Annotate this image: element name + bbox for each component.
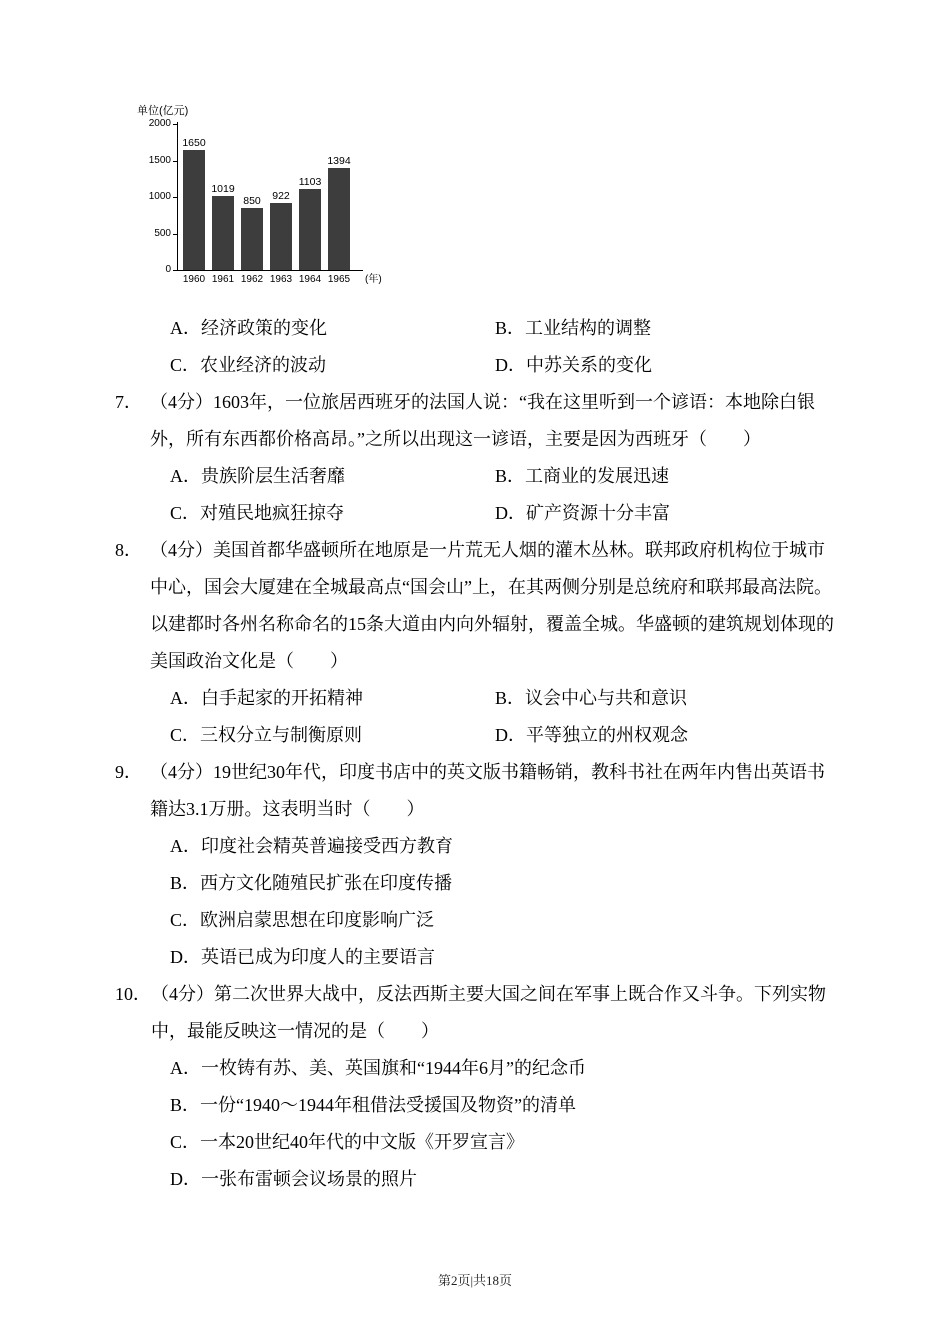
bar-value-label: 850 [243, 194, 261, 207]
question-8-options [170, 680, 839, 754]
x-axis-unit-label: (年) [365, 274, 382, 285]
bar-1961 [212, 196, 234, 270]
x-tick-label: 1965 [327, 274, 351, 285]
question-7 [115, 384, 839, 532]
x-tick-label: 1962 [240, 274, 264, 285]
y-tick-label: 500 [154, 227, 171, 239]
question-9-option-c: C．欧洲启蒙思想在印度影响广泛 [170, 910, 435, 930]
question-7-stem-row [115, 384, 839, 458]
page-content [115, 104, 839, 1198]
question-7-option-b: B．工商业的发展迅速 [495, 466, 670, 486]
question-10-option-d: D．一张布雷顿会议场景的照片 [170, 1169, 417, 1189]
question-9 [115, 754, 839, 976]
question-8-stem: （4分）美国首都华盛顿所在地原是一片荒无人烟的灌木丛林。联邦政府机构位于城市中心，国会大厦建在全城最高点“国会山”上，在其两侧分别是总统府和联邦最高法院。以建都时各州名称命名的15条大道由内向外辐射，覆盖全城。华盛顿的建筑规划体现的美国政治文化是（ ） [150, 540, 834, 671]
question-10-stem-row [115, 976, 839, 1050]
question-8-option-d: D．平等独立的州权观念 [495, 725, 688, 745]
question-7-options [170, 458, 839, 532]
y-axis [177, 122, 178, 271]
question-10-option-b: B．一份“1940～1944年租借法受援国及物资”的清单 [170, 1095, 576, 1115]
chart-unit-label: 单位(亿元) [137, 105, 189, 117]
bar-chart [131, 104, 839, 296]
y-tick-mark [173, 270, 177, 271]
y-tick-label: 1500 [148, 154, 171, 166]
bar-value-label: 922 [272, 189, 290, 202]
question-10-option-a: A．一枚铸有苏、美、英国旗和“1944年6月”的纪念币 [170, 1058, 586, 1078]
y-tick-mark [173, 234, 177, 235]
question-7-option-a: A．贵族阶层生活奢靡 [170, 466, 345, 486]
question-9-option-a: A．印度社会精英普遍接受西方教育 [170, 836, 453, 856]
question-9-option-d: D．英语已成为印度人的主要语言 [170, 947, 435, 967]
question-8-option-c: C．三权分立与制衡原则 [170, 725, 363, 745]
x-tick-label: 1964 [298, 274, 322, 285]
question-8-option-b: B．议会中心与共和意识 [495, 688, 688, 708]
y-tick-mark [173, 197, 177, 198]
question-7-stem: （4分）1603年，一位旅居西班牙的法国人说：“我在这里听到一个谚语：本地除白银外，所有东西都价格高昂。”之所以出现这一谚语，主要是因为西班牙（ ） [150, 392, 815, 449]
question-10-stem: （4分）第二次世界大战中，反法西斯主要大国之间在军事上既合作又斗争。下列实物中，最能反映这一情况的是（ ） [151, 984, 826, 1041]
bar-1962 [241, 208, 263, 270]
bar-value-label: 1019 [211, 182, 235, 195]
chart-plot-area [131, 118, 401, 296]
x-tick-label: 1960 [182, 274, 206, 285]
bar-value-label: 1394 [327, 155, 351, 168]
question-8-stem-row [115, 532, 839, 680]
y-tick-label: 2000 [148, 118, 171, 129]
question-7-number: 7． [115, 392, 142, 412]
bar-1964 [299, 189, 321, 270]
y-tick-label: 1000 [148, 191, 171, 202]
question-10 [115, 976, 839, 1198]
bar-1965 [328, 168, 350, 270]
bar-1960 [183, 150, 205, 270]
x-tick-label: 1963 [269, 274, 293, 285]
question-7-option-d: D．矿产资源十分丰富 [495, 503, 670, 523]
x-axis [177, 270, 363, 271]
y-tick-mark [173, 161, 177, 162]
y-tick-mark [173, 124, 177, 125]
question-9-stem: （4分）19世纪30年代，印度书店中的英文版书籍畅销，教科书社在两年内售出英语书籍达3.1万册。这表明当时（ ） [150, 762, 825, 819]
question6-option-b: B．工业结构的调整 [495, 318, 652, 338]
question-10-number: 10． [115, 984, 151, 1004]
bar-value-label: 1650 [182, 136, 206, 149]
bar-value-label: 1103 [298, 176, 322, 189]
question-8 [115, 532, 839, 754]
question-10-options [170, 1050, 839, 1198]
question-9-stem-row [115, 754, 839, 828]
question-9-options [170, 828, 839, 976]
bar-1963 [270, 203, 292, 270]
question6-option-a: A．经济政策的变化 [170, 318, 327, 338]
question-9-number: 9． [115, 762, 142, 782]
question-8-number: 8． [115, 540, 142, 560]
question-10-option-c: C．一本20世纪40年代的中文版《开罗宣言》 [170, 1132, 525, 1152]
question-8-option-a: A．白手起家的开拓精神 [170, 688, 363, 708]
question6-option-d: D．中苏关系的变化 [495, 355, 652, 375]
page-footer: 第2页|共18页 [437, 1273, 513, 1288]
question-7-option-c: C．对殖民地疯狂掠夺 [170, 503, 345, 523]
question6-option-c: C．农业经济的波动 [170, 355, 327, 375]
y-tick-label: 0 [165, 264, 171, 275]
question-9-option-b: B．西方文化随殖民扩张在印度传播 [170, 873, 453, 893]
question6-options [170, 310, 839, 384]
x-tick-label: 1961 [211, 274, 235, 285]
